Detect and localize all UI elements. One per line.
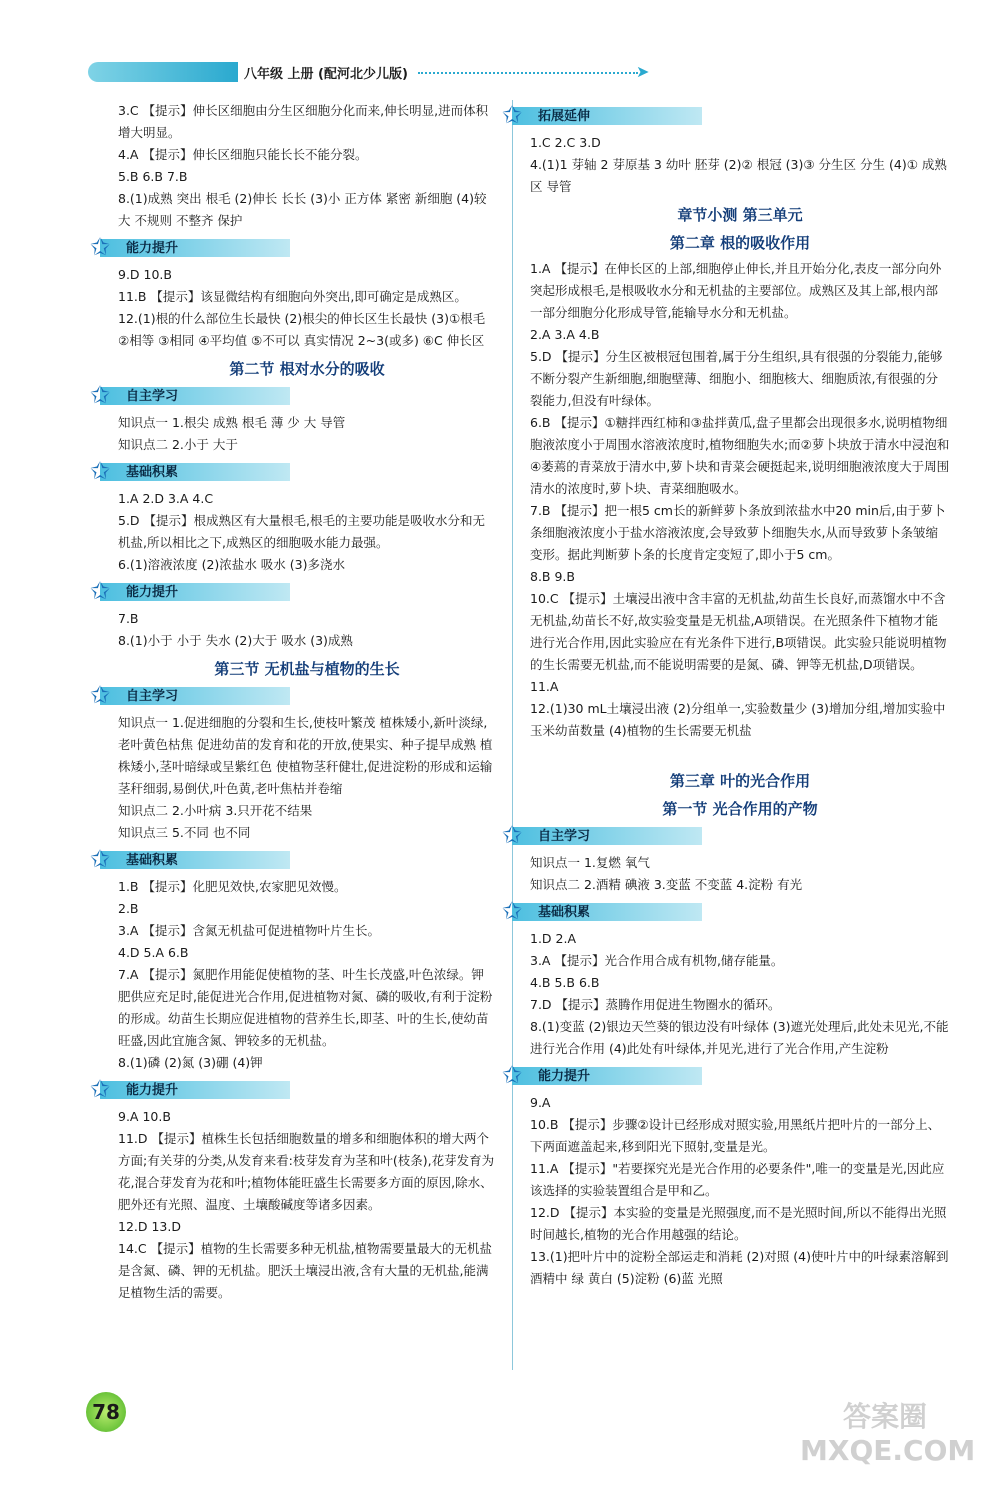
answer-line: 3.C 【提示】伸长区细胞由分生区细胞分化而来,伸长明显,进而体积增大明显。 xyxy=(118,103,489,140)
star-icon: ✩ xyxy=(502,897,523,925)
header-title: 八年级 上册 (配河北少儿版) xyxy=(244,67,408,82)
answer-line: 知识点二 2.小叶病 3.只开花不结果 xyxy=(118,803,313,818)
answer-line: 知识点一 1.复燃 氧气 xyxy=(530,855,650,870)
answer-line: 8.(1)变蓝 (2)银边天竺葵的银边没有叶绿体 (3)遮光处理后,此处未见光,不能进行光合作用 (4)此处有叶绿体,并见光,进行了光合作用,产生淀粉 xyxy=(530,1019,949,1056)
answer-line: 3.A 【提示】含氮无机盐可促进植物叶片生长。 xyxy=(118,923,380,938)
answer-line: 5.B 6.B 7.B xyxy=(118,169,188,184)
banner-label: 基础积累 xyxy=(538,905,591,920)
star-icon: ✩ xyxy=(90,233,111,261)
answer-line: 1.B 【提示】化肥见效快,农家肥见效慢。 xyxy=(118,879,347,894)
answer-line: 11.A 【提示】"若要探究光是光合作用的必要条件",唯一的变量是光,因此应该选择的实验装置组合是甲和乙。 xyxy=(530,1161,945,1198)
answer-line: 3.A 【提示】光合作用合成有机物,储存能量。 xyxy=(530,953,784,968)
section-title: 第二章 根的吸收作用 xyxy=(669,234,811,252)
answer-line: 11.D 【提示】植株生长包括细胞数量的增多和细胞体积的增大两个方面;有关芽的分类,从发育来看:枝芽发育为茎和叶(枝条),花芽发育为花,混合芽发育为花和叶;植物体能旺盛生长需要多方面的原因,除水、肥外还有光照、温度、土壤酸碱度等诸多因素。 xyxy=(118,1131,495,1212)
answer-line: 知识点一 1.根尖 成熟 根毛 薄 少 大 导管 xyxy=(118,415,346,430)
answer-line: 1.A 【提示】在伸长区的上部,细胞停止伸长,并且开始分化,表皮一部分向外突起形成根毛,是根吸收水分和无机盐的主要部位。成熟区及其上部,根内部一部分细胞分化形成导管,能输导水分和无机盐。 xyxy=(530,261,942,320)
answer-line: 7.A 【提示】氮肥作用能促使植物的茎、叶生长茂盛,叶色浓绿。钾肥供应充足时,能促进光合作用,促进植物对氮、磷的吸收,有利于淀粉的形成。幼苗生长期应促进植物的营养生长,即茎、叶的生长,使幼苗旺盛,因此宜施含氮、钾较多的无机盐。 xyxy=(118,967,493,1048)
section-title: 第二节 根对水分的吸收 xyxy=(229,360,385,378)
answer-line: 1.C 2.C 3.D xyxy=(530,135,601,150)
star-icon: ✩ xyxy=(90,845,111,873)
section-title: 第三节 无机盐与植物的生长 xyxy=(214,660,400,678)
answer-line: 8.(1)成熟 突出 根毛 (2)伸长 长长 (3)小 正方体 紧密 新细胞 (4)较大 不规则 不整齐 保护 xyxy=(118,191,487,228)
banner-label: 自主学习 xyxy=(126,689,179,704)
answer-line: 2.B xyxy=(118,901,139,916)
answer-line: 8.(1)磷 (2)氮 (3)硼 (4)钾 xyxy=(118,1055,263,1070)
answer-line: 1.A 2.D 3.A 4.C xyxy=(118,491,214,506)
section-title: 第三章 叶的光合作用 xyxy=(669,772,811,790)
column-divider xyxy=(512,100,513,1370)
answer-line: 4.D 5.A 6.B xyxy=(118,945,189,960)
section-banner xyxy=(90,1075,300,1103)
answer-line: 知识点一 1.促进细胞的分裂和生长,使枝叶繁茂 植株矮小,新叶淡绿,老叶黄色枯焦 促进幼苗的发育和花的开放,使果实、种子提早成熟 植株矮小,茎叶暗绿或呈紫红色 使植物茎秆健壮,促进淀粉的形成和运输 茎秆细弱,易倒伏,叶色黄,老叶焦枯并卷缩 xyxy=(118,715,493,796)
answer-line: 10.C 【提示】土壤浸出液中含丰富的无机盐,幼苗生长良好,而蒸馏水中不含无机盐,幼苗长不好,故实验变量是无机盐,A项错误。在光照条件下植物才能进行光合作用,因此实验应在有光条件下进行,B项错误。此实验只能说明植物的生长需要无机盐,而不能说明需要的是氮、磷、钾等无机盐,D项错误。 xyxy=(530,591,947,672)
answer-line: 8.B 9.B xyxy=(530,569,575,584)
watermark-text: 答案圈 xyxy=(842,1400,927,1433)
answer-line: 12.(1)30 mL土壤浸出液 (2)分组单一,实验数量少 (3)增加分组,增加实验中玉米幼苗数量 (4)植物的生长需要无机盐 xyxy=(530,701,946,738)
star-icon: ✩ xyxy=(90,457,111,485)
banner-label: 自主学习 xyxy=(538,829,591,844)
answer-line: 6.(1)溶液浓度 (2)浓盐水 吸水 (3)多浇水 xyxy=(118,557,345,572)
watermark-url: MXQE.COM xyxy=(800,1434,976,1467)
section-banner xyxy=(502,101,712,129)
answer-line: 7.B xyxy=(118,611,139,626)
star-icon: ✩ xyxy=(90,381,111,409)
section-title: 第一节 光合作用的产物 xyxy=(662,800,818,818)
watermark-logo xyxy=(800,1400,976,1470)
star-icon: ✩ xyxy=(90,1075,111,1103)
answer-line: 9.D 10.B xyxy=(118,267,172,282)
spacer xyxy=(530,742,950,764)
star-icon: ✩ xyxy=(502,821,523,849)
section-banner xyxy=(90,457,300,485)
section-banner xyxy=(502,1061,712,1089)
page-number: 78 xyxy=(86,1392,126,1432)
answer-line: 知识点二 2.小于 大于 xyxy=(118,437,238,452)
section-banner xyxy=(90,577,300,605)
answer-line: 12.D 【提示】本实验的变量是光照强度,而不是光照时间,所以不能得出光照时间越长,植物的光合作用越强的结论。 xyxy=(530,1205,947,1242)
section-banner xyxy=(502,821,712,849)
answer-line: 11.B 【提示】该显微结构有细胞向外突出,即可确定是成熟区。 xyxy=(118,289,467,304)
answer-line: 5.D 【提示】分生区被根冠包围着,属于分生组织,具有很强的分裂能力,能够不断分裂产生新细胞,细胞壁薄、细胞小、细胞核大、细胞质浓,有很强的分裂能力,但没有叶绿体。 xyxy=(530,349,943,408)
star-icon: ✩ xyxy=(502,101,523,129)
banner-label: 能力提升 xyxy=(126,1083,179,1098)
banner-label: 自主学习 xyxy=(126,389,179,404)
answer-line: 14.C 【提示】植物的生长需要多种无机盐,植物需要量最大的无机盐是含氮、磷、钾的无机盐。肥沃土壤浸出液,含有大量的无机盐,能满足植物生活的需要。 xyxy=(118,1241,493,1300)
star-icon: ✩ xyxy=(90,577,111,605)
answer-line: 5.D 【提示】根成熟区有大量根毛,根毛的主要功能是吸收水分和无机盐,所以相比之下,成熟区的细胞吸水能力最强。 xyxy=(118,513,485,550)
star-icon: ✩ xyxy=(90,681,111,709)
answer-line: 13.(1)把叶片中的淀粉全部运走和消耗 (2)对照 (4)使叶片中的叶绿素溶解到酒精中 绿 黄白 (5)淀粉 (6)蓝 光照 xyxy=(530,1249,949,1286)
answer-line: 4.B 5.B 6.B xyxy=(530,975,600,990)
banner-label: 能力提升 xyxy=(538,1069,591,1084)
answer-line: 11.A xyxy=(530,679,559,694)
right-column xyxy=(502,100,950,1290)
answer-line: 2.A 3.A 4.B xyxy=(530,327,600,342)
answer-line: 10.B 【提示】步骤②设计已经形成对照实验,用黑纸片把叶片的一部分上、下两面遮盖起来,移到阳光下照射,变量是光。 xyxy=(530,1117,941,1154)
section-banner xyxy=(90,233,300,261)
banner-label: 基础积累 xyxy=(126,465,179,480)
section-banner xyxy=(90,681,300,709)
answer-line: 1.D 2.A xyxy=(530,931,577,946)
banner-label: 基础积累 xyxy=(126,853,179,868)
answer-line: 9.A 10.B xyxy=(118,1109,171,1124)
answer-line: 6.B 【提示】①糖拌西红柿和③盐拌黄瓜,盘子里都会出现很多水,说明植物细胞液浓度小于周围水溶液浓度时,植物细胞失水;而②萝卜块放于清水中浸泡和④萎蔫的青菜放于清水中,萝卜块和青菜会硬挺起来,说明细胞液浓度大于周围清水的浓度时,萝卜块、青菜细胞吸水。 xyxy=(530,415,950,496)
answer-line: 7.D 【提示】蒸腾作用促进生物圈水的循环。 xyxy=(530,997,781,1012)
banner-label: 能力提升 xyxy=(126,241,179,256)
banner-label: 拓展延伸 xyxy=(538,109,591,124)
answer-line: 知识点三 5.不同 也不同 xyxy=(118,825,251,840)
section-banner xyxy=(90,381,300,409)
answer-line: 4.A 【提示】伸长区细胞只能长长不能分裂。 xyxy=(118,147,368,162)
answer-line: 9.A xyxy=(530,1095,551,1110)
left-column xyxy=(90,100,496,1304)
answer-line: 知识点二 2.酒精 碘液 3.变蓝 不变蓝 4.淀粉 有光 xyxy=(530,877,803,892)
answer-line: 8.(1)小于 小于 失水 (2)大于 吸水 (3)成熟 xyxy=(118,633,353,648)
header-band xyxy=(88,62,238,82)
page-header xyxy=(88,58,648,86)
section-banner xyxy=(90,845,300,873)
section-title: 章节小测 第三单元 xyxy=(677,206,803,224)
banner-label: 能力提升 xyxy=(126,585,179,600)
answer-line: 12.D 13.D xyxy=(118,1219,181,1234)
answer-line: 12.(1)根的什么部位生长最快 (2)根尖的伸长区生长最快 (3)①根毛 ②相等 ③相同 ④平均值 ⑤不可以 真实情况 2~3(或多) ⑥C 伸长区 xyxy=(118,311,486,348)
answer-line: 4.(1)1 芽轴 2 芽原基 3 幼叶 胚芽 (2)② 根冠 (3)③ 分生区 分生 (4)① 成熟区 导管 xyxy=(530,157,947,194)
section-banner xyxy=(502,897,712,925)
arrow-right-icon: ➤ xyxy=(636,62,650,81)
header-dotted-line xyxy=(418,72,638,74)
star-icon: ✩ xyxy=(502,1061,523,1089)
answer-line: 7.B 【提示】把一根5 cm长的新鲜萝卜条放到浓盐水中20 min后,由于萝卜条细胞液浓度小于盐水溶液浓度,会导致萝卜细胞失水,从而导致萝卜条皱缩变形。据此判断萝卜条的长度肯定变短了,即小于5 cm。 xyxy=(530,503,946,562)
